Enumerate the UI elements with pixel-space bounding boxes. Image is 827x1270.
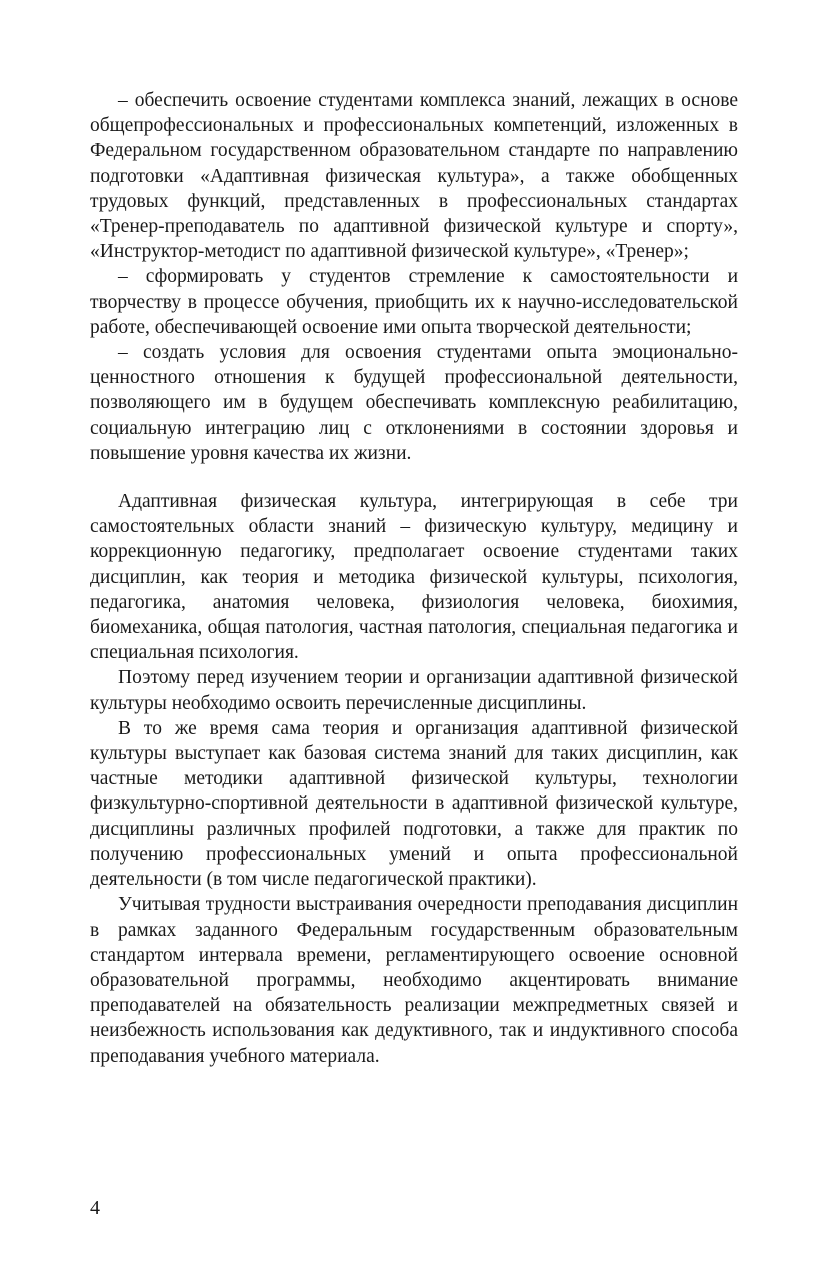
goals-list — [90, 88, 738, 466]
list-item: – создать условия для освоения студентами опыта эмоционально-ценностного отношения к будущей профессиональной деятельности, позволяющего им в будущем обеспечивать комплексную реабилитацию, социальную интеграцию лиц с отклонениями в состоянии здоровья и повышение уровня качества их жизни. — [90, 342, 738, 464]
paragraph: Адаптивная физическая культура, интегрирующая в себе три самостоятельных области знаний – физическую культуру, медицину и коррекционную педагогику, предполагает освоение студентами таких дисциплин, как теория и методика физической культуры, психология, педагогика, анатомия человека, физиология человека, биохимия, биомеханика, общая патология, частная патология, специальная педагогика и специальная психология. — [90, 491, 738, 664]
paragraph: В то же время сама теория и организация адаптивной физической культуры выступает как базовая система знаний для таких дисциплин, как частные методики адаптивной физической культуры, технологии физкультурно-спортивной деятельности в адаптивной физической культуре, дисциплины различных профилей подготовки, а также для практик по получению профессиональных умений и опыта профессиональной деятельности (в том числе педагогической практики). — [90, 717, 738, 891]
page-number: 4 — [90, 1197, 100, 1219]
paragraph: Поэтому перед изучением теории и организации адаптивной физической культуры необходимо освоить перечисленные дисциплины. — [90, 667, 738, 714]
page-body — [90, 88, 738, 1069]
list-item: – обеспечить освоение студентами комплекса знаний, лежащих в основе общепрофессиональных и профессиональных компетенций, изложенных в Федеральном государственном образовательном стандарте по направлению подготовки «Адаптивная физическая культура», а также обобщенных трудовых функций, представленных в профессиональных стандартах «Тренер-преподаватель по адаптивной физической культуре и спорту», «Инструктор-методист по адаптивной физической культуре», «Тренер»; — [90, 90, 738, 263]
body-text — [90, 489, 738, 1069]
list-item: – сформировать у студентов стремление к самостоятельности и творчеству в процессе обучения, приобщить их к научно-исследовательской работе, обеспечивающей освоение ими опыта творческой деятельности; — [90, 266, 738, 338]
section-gap — [90, 466, 738, 489]
paragraph: Учитывая трудности выстраивания очередности преподавания дисциплин в рамках заданного Федеральным государственным образовательным стандартом интервала времени, регламентирующего освоение основной образовательной программы, необходимо акцентировать внимание преподавателей на обязательность реализации межпредметных связей и неизбежность использования как дедуктивного, так и индуктивного способа преподавания учебного материала. — [90, 894, 738, 1067]
